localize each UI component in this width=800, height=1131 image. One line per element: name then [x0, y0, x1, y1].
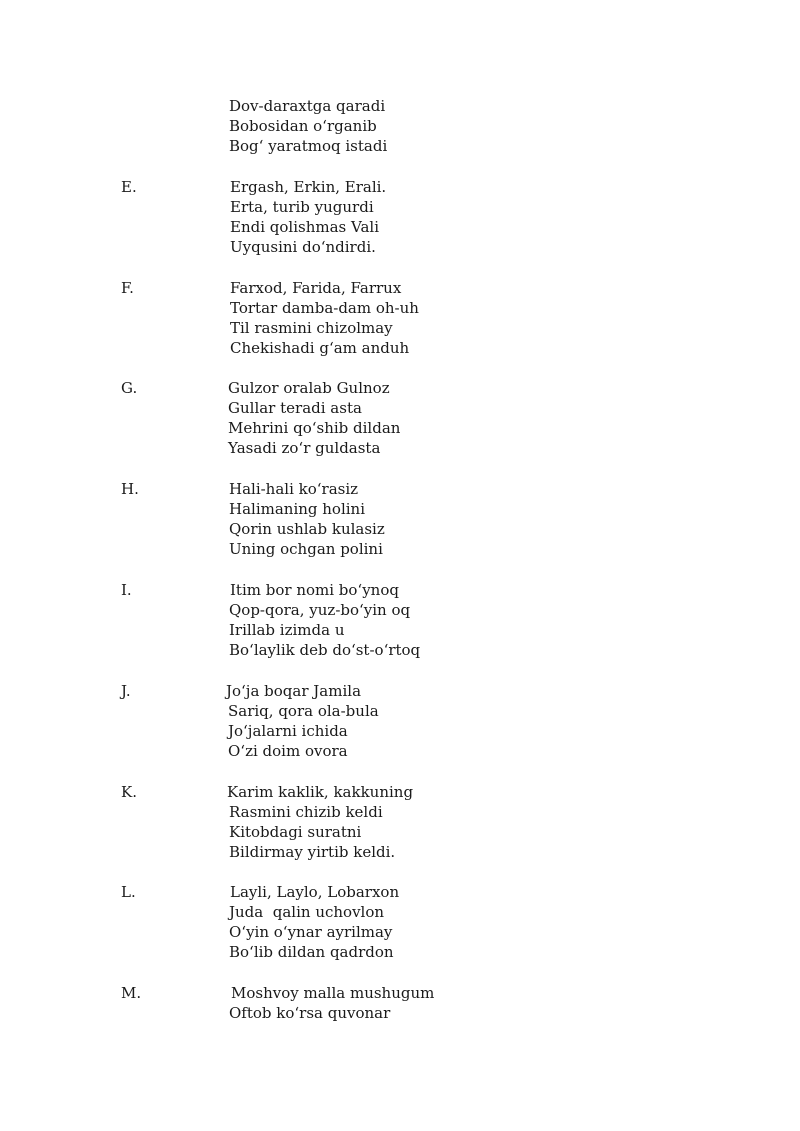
stanza-letter: I. [121, 581, 132, 599]
stanza-letter: G. [121, 379, 138, 397]
stanza-letter: H. [121, 480, 139, 498]
poem-line: Yasadi zo‘r guldasta [228, 439, 381, 457]
poem-line: Mehrini qo‘shib dildan [228, 419, 401, 437]
poem-line: Ergash, Erkin, Erali. [230, 178, 387, 196]
poem-line: Juda qalin uchovlon [229, 903, 385, 921]
poem-line: Jo‘ja boqar Jamila [226, 682, 362, 700]
poem-line: Farxod, Farida, Farrux [230, 279, 402, 297]
poem-line: Itim bor nomi bo‘ynoq [230, 581, 399, 599]
stanza-letter: F. [121, 279, 134, 297]
poem-line: Karim kaklik, kakkuning [227, 783, 414, 801]
poem-line: Layli, Laylo, Lobarxon [230, 883, 400, 901]
poem-line: Oftob ko‘rsa quvonar [229, 1004, 391, 1022]
poem-line: Gullar teradi asta [228, 399, 362, 417]
poem-line: Kitobdagi suratni [229, 823, 362, 841]
poem-line: Bo‘lib dildan qadrdon [229, 943, 394, 961]
poem-line: O‘yin o‘ynar ayrilmay [229, 923, 393, 941]
poem-line: Halimaning holini [229, 500, 366, 518]
stanza-letter: E. [121, 178, 137, 196]
poem-line: Uyqusini do‘ndirdi. [230, 238, 376, 256]
poem-line: Uning ochgan polini [229, 540, 383, 558]
poem-line: Moshvoy malla mushugum [231, 984, 435, 1002]
poem-line: Qop-qora, yuz-bo‘yin oq [229, 601, 411, 619]
poem-line: Rasmini chizib keldi [229, 803, 383, 821]
stanza-letter: J. [121, 682, 131, 700]
poem-line: Endi qolishmas Vali [230, 218, 379, 236]
poem-line: Tortar damba-dam oh-uh [230, 299, 419, 317]
poem-line: Bobosidan o‘rganib [229, 117, 377, 135]
poem-line: Bog‘ yaratmoq istadi [229, 137, 388, 155]
poem-line: Chekishadi g‘am anduh [230, 339, 410, 357]
poem-line: Erta, turib yugurdi [230, 198, 374, 216]
poem-line: Irillab izimda u [229, 621, 345, 639]
poem-line: O‘zi doim ovora [228, 742, 348, 760]
intro-stanza [229, 96, 387, 156]
stanza-letter: M. [121, 984, 142, 1002]
poem-line: Dov-daraxtga qaradi [229, 97, 386, 115]
poem-line: Til rasmini chizolmay [230, 319, 393, 337]
poem-line: Jo‘jalarni ichida [228, 722, 348, 740]
poem-line: Bo‘laylik deb do‘st-o‘rtoq [229, 641, 421, 659]
poem-line: Gulzor oralab Gulnoz [228, 379, 390, 397]
poem-line: Qorin ushlab kulasiz [229, 520, 385, 538]
poem-line: Bildirmay yirtib keldi. [229, 843, 396, 861]
stanza-letter: L. [121, 883, 136, 901]
poem-line: Hali-hali ko‘rasiz [229, 480, 359, 498]
stanza-letter: K. [121, 783, 137, 801]
poem-line: Sariq, qora ola-bula [228, 702, 379, 720]
